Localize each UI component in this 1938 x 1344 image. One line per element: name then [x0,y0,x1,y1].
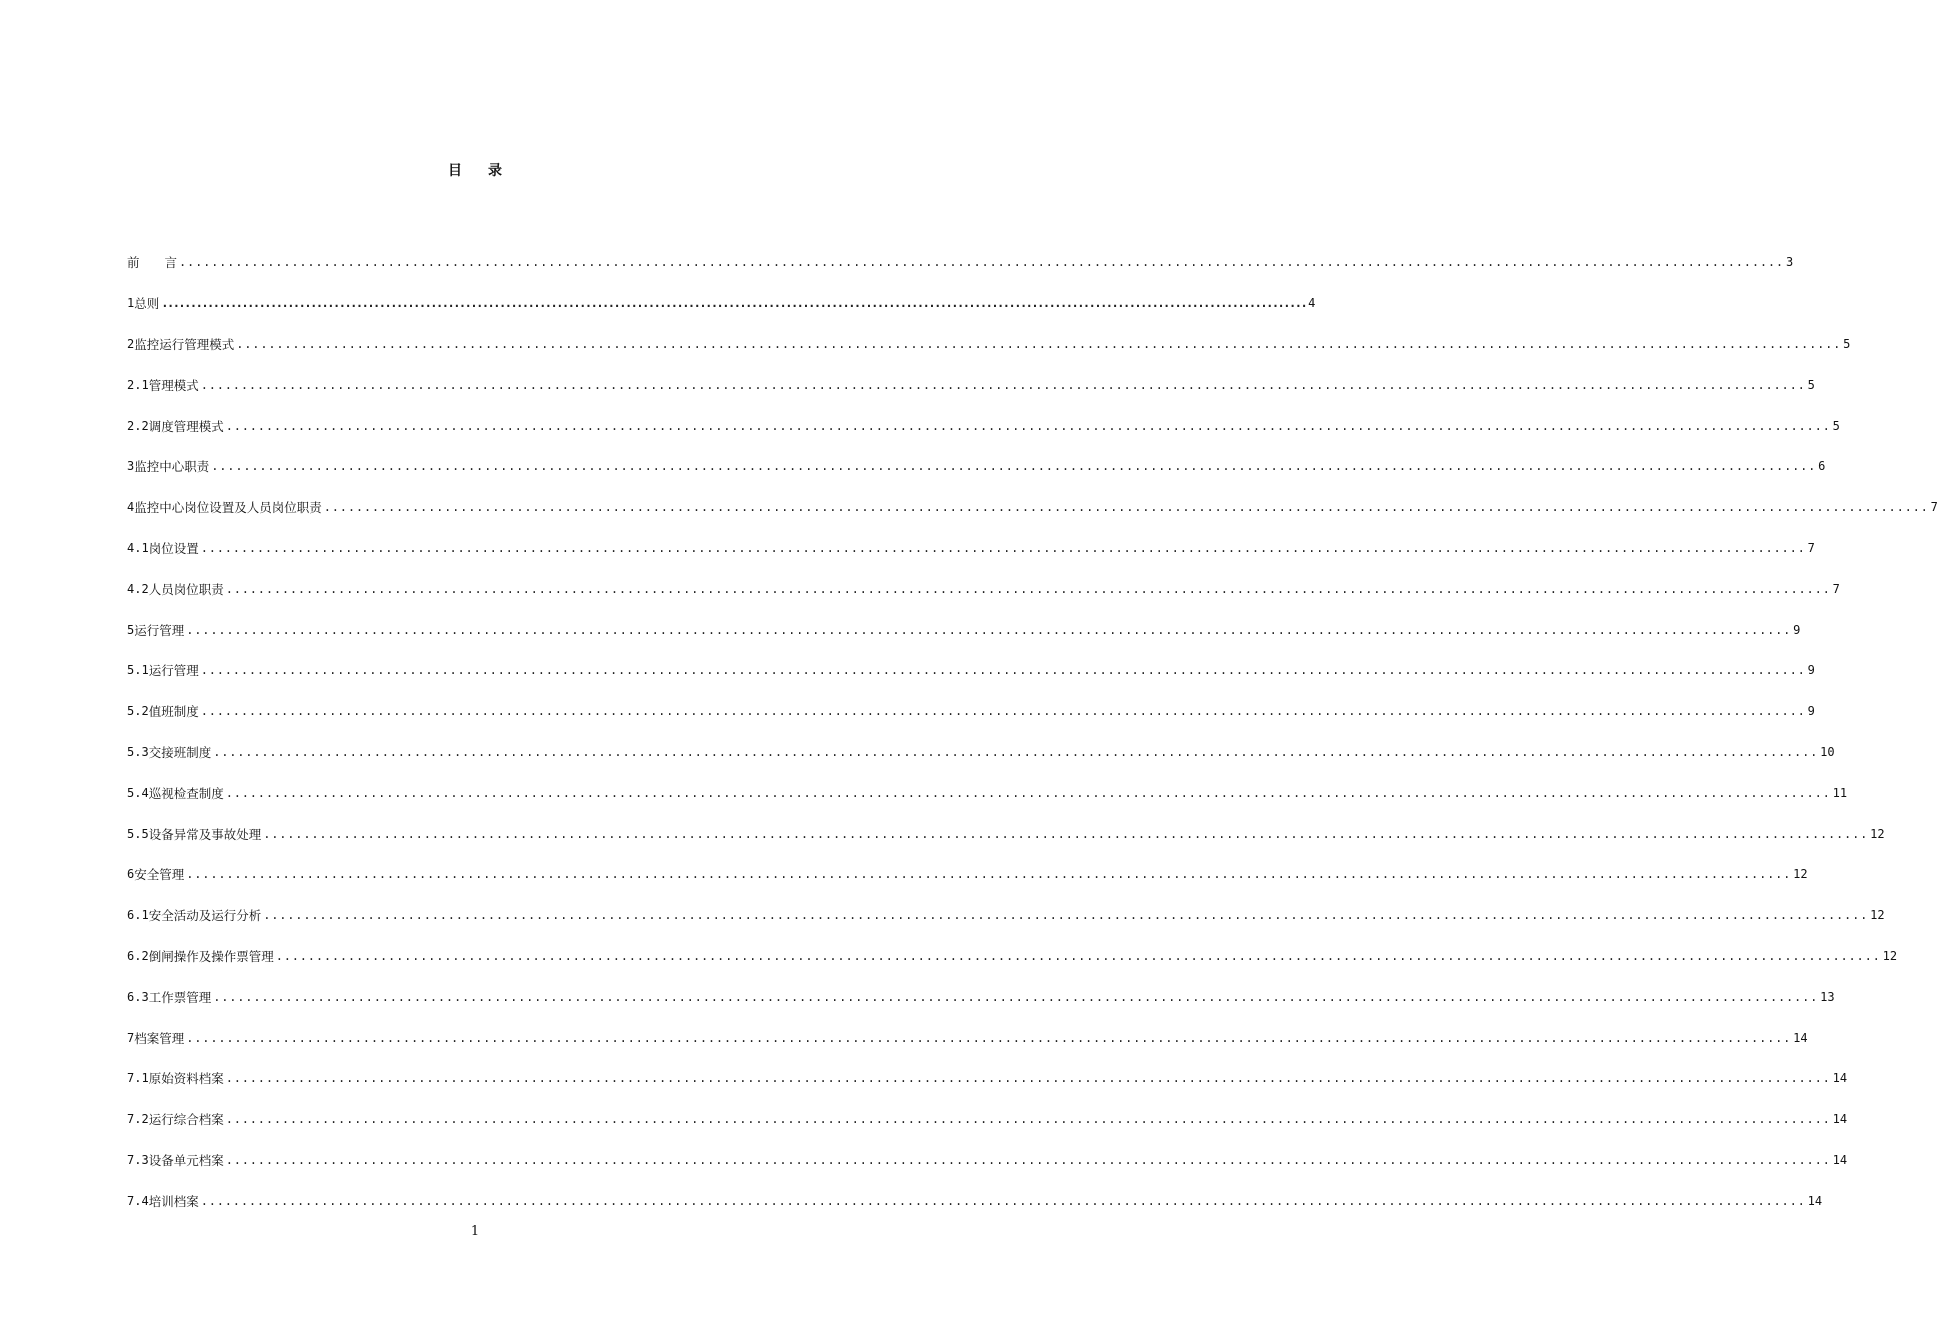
toc-entry-label: 监控中心岗位设置及人员岗位职责 [134,500,322,516]
toc-entry[interactable] [127,1017,1808,1058]
toc-entry-label: 调度管理模式 [148,418,224,434]
toc-entry[interactable] [127,1140,1848,1181]
toc-entry-page: 7 [1832,581,1840,596]
toc-entry[interactable] [127,691,1815,732]
toc-entry[interactable] [127,283,1316,324]
toc-entry[interactable] [127,936,1898,977]
toc-entry[interactable] [127,446,1826,487]
toc-entry-page: 12 [1882,948,1898,963]
toc-entry-page: 7 [1807,540,1815,555]
toc-entry-page: 13 [1820,989,1835,1004]
toc-leader-dots: ........................................................................................................................................................................................................ [200,663,1806,678]
toc-entry[interactable] [127,242,1794,283]
toc-entry-number: 4 [127,500,135,515]
toc-entry-label: 运行综合档案 [148,1112,224,1128]
toc-entry-label: 倒闸操作及操作票管理 [148,948,274,964]
toc-entry[interactable] [127,528,1815,569]
toc-entry-number: 7 [127,1030,135,1045]
toc-entry-label: 岗位设置 [148,540,199,556]
toc-entry[interactable] [127,1058,1848,1099]
toc-entry-number: 6.3 [127,989,149,1004]
toc-leader-dots: ........................................................................................................................................................................................................ [225,1152,1831,1167]
toc-entry-number: 5.2 [127,704,149,719]
toc-entry-label: 原始资料档案 [148,1071,224,1087]
toc-entry-page: 9 [1807,663,1815,678]
toc-entry-number: 5.1 [127,663,149,678]
toc-entry[interactable] [127,1180,1823,1221]
toc-leader-dots: ........................................................................................................................................................................................................ [179,255,1784,270]
toc-leader-dots: ........................................................................................................................................................................................................ [200,1193,1806,1208]
toc-entry-page: 7 [1930,500,1938,515]
toc-entry-page: 12 [1870,826,1885,841]
toc-entry-page: 9 [1793,622,1801,637]
toc-leader-dots: ........................................................................................................................................................................................................ [236,336,1842,351]
toc-leader-dots: ........................................................................................................................................................................................................ [161,296,1307,311]
toc-entry-label: 管理模式 [148,377,199,393]
toc-entry-number: 5.3 [127,744,149,759]
toc-entry[interactable] [127,895,1885,936]
toc-entry-page: 14 [1832,1071,1848,1086]
toc-entry-number: 7.1 [127,1071,149,1086]
toc-entry-page: 5 [1807,377,1815,392]
toc-leader-dots: ........................................................................................................................................................................................................ [211,459,1817,474]
toc-leader-dots: ........................................................................................................................................................................................................ [186,867,1792,882]
toc-entry-number: 5.4 [127,785,149,800]
table-of-contents [127,242,1938,1221]
toc-entry-number: 7.3 [127,1152,149,1167]
toc-leader-dots: ........................................................................................................................................................................................................ [263,826,1869,841]
toc-entry-label: 监控运行管理模式 [134,336,235,352]
toc-leader-dots: ........................................................................................................................................................................................................ [186,1030,1792,1045]
toc-entry-page: 14 [1793,1030,1808,1045]
toc-entry-number: 5.5 [127,826,149,841]
toc-entry-label: 值班制度 [148,704,199,720]
toc-entry[interactable] [127,324,1851,365]
toc-leader-dots: ........................................................................................................................................................................................................ [200,704,1806,719]
toc-entry-label: 监控中心职责 [134,459,210,475]
toc-entry[interactable] [127,487,1938,528]
toc-entry-page: 12 [1793,867,1808,882]
toc-entry-label: 安全管理 [134,867,185,883]
toc-entry-number: 6.1 [127,908,149,923]
toc-entry[interactable] [127,854,1808,895]
toc-entry-number: 2.2 [127,418,149,433]
toc-title-right: 录 [488,163,502,179]
toc-entry[interactable] [127,364,1815,405]
toc-leader-dots: ........................................................................................................................................................................................................ [225,785,1831,800]
toc-entry[interactable] [127,813,1885,854]
toc-leader-dots: ........................................................................................................................................................................................................ [225,581,1831,596]
toc-entry-number: 4.2 [127,581,149,596]
toc-title [0,160,950,180]
toc-entry-number: 5 [127,622,135,637]
toc-leader-dots: ........................................................................................................................................................................................................ [275,948,1881,963]
toc-entry-page: 14 [1807,1193,1823,1208]
toc-entry[interactable] [127,609,1801,650]
toc-entry-label: 运行管理 [134,622,185,638]
toc-leader-dots: ........................................................................................................................................................................................................ [200,377,1806,392]
toc-entry-label: 安全活动及运行分析 [148,908,262,924]
toc-entry-number: 2 [127,336,135,351]
toc-entry[interactable] [127,1099,1848,1140]
toc-title-left: 目 [448,163,462,179]
toc-entry-number: 7.2 [127,1112,149,1127]
toc-leader-dots: ........................................................................................................................................................................................................ [213,744,1819,759]
toc-entry-page: 14 [1832,1152,1848,1167]
toc-leader-dots: ........................................................................................................................................................................................................ [213,989,1819,1004]
toc-entry-page: 9 [1807,704,1815,719]
toc-leader-dots: ........................................................................................................................................................................................................ [225,1112,1831,1127]
toc-entry-label: 设备异常及事故处理 [148,826,262,842]
toc-entry-label: 巡视检查制度 [148,785,224,801]
toc-entry[interactable] [127,976,1835,1017]
toc-entry-number: 4.1 [127,540,149,555]
toc-entry-label: 总则 [134,296,160,312]
toc-entry-page: 5 [1843,336,1851,351]
toc-entry[interactable] [127,732,1835,773]
toc-entry-label: 档案管理 [134,1030,185,1046]
toc-entry[interactable] [127,650,1815,691]
toc-entry-page: 11 [1832,785,1848,800]
toc-entry[interactable] [127,405,1840,446]
toc-leader-dots: ........................................................................................................................................................................................................ [323,500,1929,515]
toc-leader-dots: ........................................................................................................................................................................................................ [225,1071,1831,1086]
toc-entry-number: 6.2 [127,948,149,963]
toc-entry[interactable] [127,772,1848,813]
toc-entry-page: 3 [1785,255,1794,270]
toc-entry-label: 培训档案 [148,1193,199,1209]
toc-leader-dots: ........................................................................................................................................................................................................ [186,622,1792,637]
toc-entry-page: 12 [1870,908,1885,923]
toc-entry-number: 3 [127,459,135,474]
toc-entry-label: 运行管理 [148,663,199,679]
toc-entry-page: 14 [1832,1112,1848,1127]
toc-entry-label: 前 言 [127,255,178,271]
page-number: 1 [470,1224,480,1239]
toc-entry-label: 交接班制度 [148,744,212,760]
toc-leader-dots: ........................................................................................................................................................................................................ [225,418,1831,433]
toc-entry-number: 7.4 [127,1193,149,1208]
toc-entry-page: 5 [1832,418,1840,433]
toc-entry-label: 工作票管理 [148,989,212,1005]
toc-entry-number: 6 [127,867,135,882]
toc-entry-page: 10 [1820,744,1835,759]
toc-entry-number: 2.1 [127,377,149,392]
toc-entry-number: 1 [127,296,135,311]
toc-entry-page: 4 [1308,296,1316,311]
toc-entry-label: 设备单元档案 [148,1152,224,1168]
toc-leader-dots: ........................................................................................................................................................................................................ [263,908,1869,923]
toc-entry[interactable] [127,568,1840,609]
toc-entry-label: 人员岗位职责 [148,581,224,597]
toc-leader-dots: ........................................................................................................................................................................................................ [200,540,1806,555]
toc-entry-page: 6 [1818,459,1826,474]
